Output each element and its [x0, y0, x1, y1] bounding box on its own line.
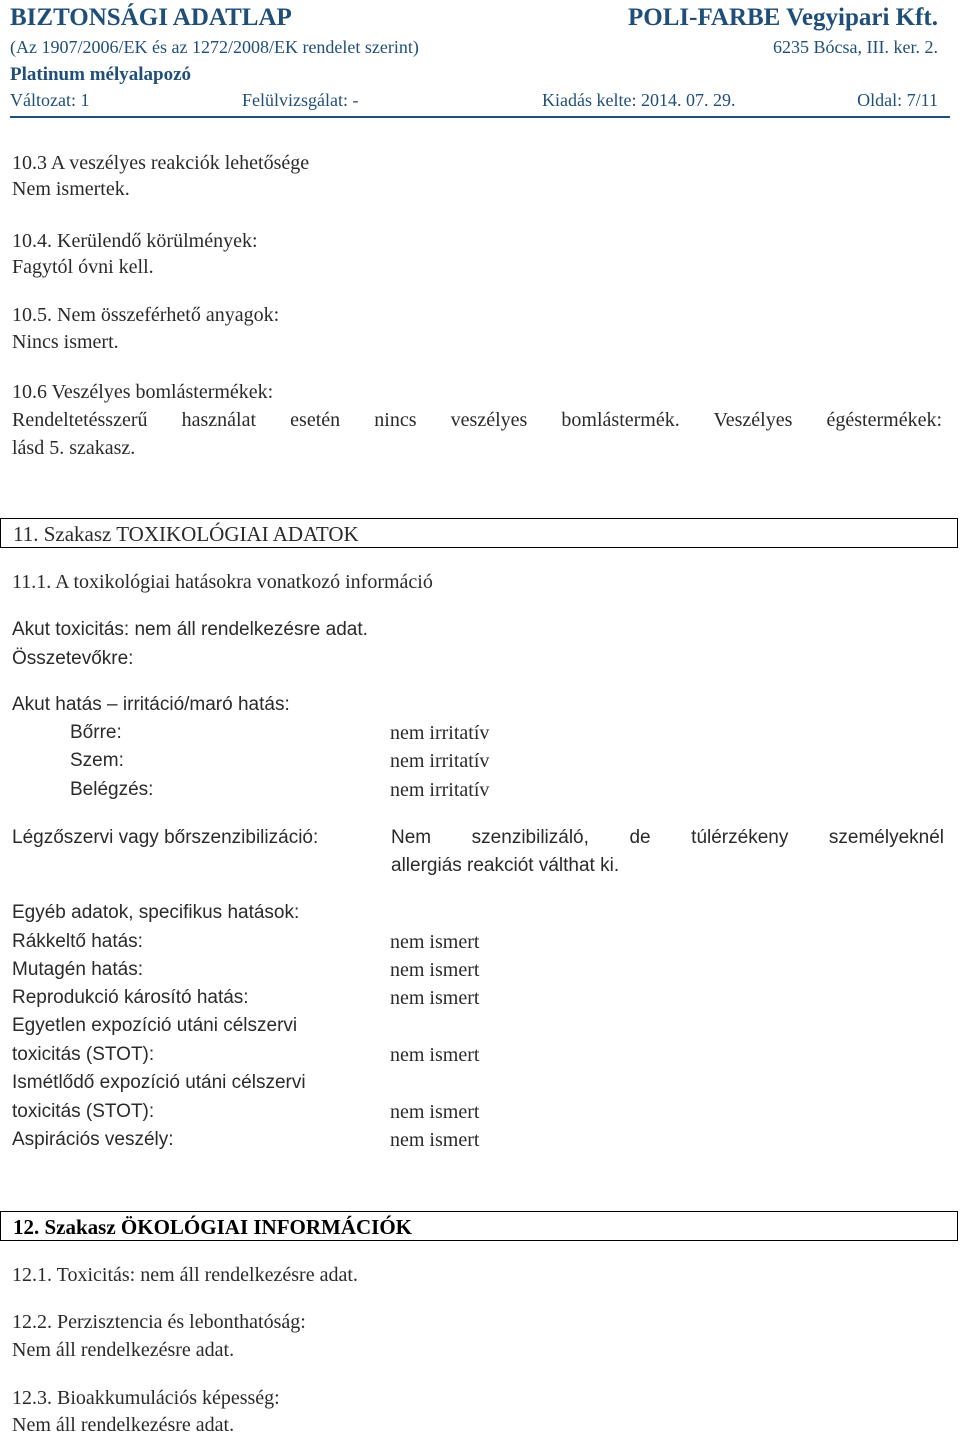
- effect-label: toxicitás (STOT):: [12, 1101, 155, 1122]
- heading-10-5: 10.5. Nem összeférhető anyagok:: [12, 304, 280, 326]
- page-number: Oldal: 7/11: [857, 90, 938, 110]
- effect-label: Mutagén hatás:: [12, 959, 143, 980]
- heading-10-3: 10.3 A veszélyes reakciók lehetősége: [12, 152, 310, 174]
- effect-value: nem ismert: [390, 959, 480, 981]
- heading-12-1: 12.1. Toxicitás: nem áll rendelkezésre adat.: [12, 1264, 358, 1286]
- version-text: Változat: 1: [10, 90, 90, 110]
- effect-label: Reprodukció károsító hatás:: [12, 987, 249, 1008]
- value-12-2: Nem áll rendelkezésre adat.: [12, 1339, 235, 1361]
- company-name: POLI-FARBE Vegyipari Kft.: [628, 4, 938, 31]
- effect-label: Rákkeltő hatás:: [12, 931, 143, 952]
- sensitization-value-line2: allergiás reakciót válthat ki.: [391, 855, 620, 876]
- other-effects-heading: Egyéb adatok, specifikus hatások:: [12, 902, 300, 923]
- irritation-value: nem irritatív: [390, 722, 490, 744]
- irritation-label: Szem:: [70, 750, 124, 771]
- effect-label: toxicitás (STOT):: [12, 1044, 155, 1065]
- value-10-6-line1: Rendeltetésszerű használat esetén nincs veszélyes bomlástermék. Veszélyes égéstermékek:: [12, 409, 942, 431]
- effect-value: nem ismert: [390, 1129, 480, 1151]
- section-11-header: [0, 518, 958, 548]
- value-12-3: Nem áll rendelkezésre adat.: [12, 1414, 235, 1436]
- value-10-5: Nincs ismert.: [12, 331, 119, 353]
- value-10-6-line2: lásd 5. szakasz.: [12, 437, 136, 459]
- effect-value: nem ismert: [390, 987, 480, 1009]
- company-address: 6235 Bócsa, III. ker. 2.: [773, 37, 938, 57]
- review-text: Felülvizsgálat: -: [242, 90, 359, 110]
- irritation-label: Belégzés:: [70, 779, 154, 800]
- document-title: BIZTONSÁGI ADATLAP: [10, 4, 292, 31]
- irritation-value: nem irritatív: [390, 750, 490, 772]
- section-11-title: 11. Szakasz TOXIKOLÓGIAI ADATOK: [13, 522, 359, 546]
- irritation-value: nem irritatív: [390, 779, 490, 801]
- acute-toxicity: Akut toxicitás: nem áll rendelkezésre adat.: [12, 619, 368, 640]
- heading-12-3: 12.3. Bioakkumulációs képesség:: [12, 1387, 280, 1409]
- product-name: Platinum mélyalapozó: [10, 64, 192, 85]
- effect-value: nem ismert: [390, 1044, 480, 1066]
- effect-value: nem ismert: [390, 931, 480, 953]
- irritation-label: Bőrre:: [70, 722, 122, 743]
- heading-10-4: 10.4. Kerülendő körülmények:: [12, 230, 258, 252]
- value-10-3: Nem ismertek.: [12, 178, 130, 200]
- section-12-title: 12. Szakasz ÖKOLÓGIAI INFORMÁCIÓK: [13, 1215, 413, 1239]
- effect-value: nem ismert: [390, 1101, 480, 1123]
- header-divider: [10, 116, 950, 118]
- sensitization-value-line1: Nem szenzibilizáló, de túlérzékeny személyeknél: [391, 827, 944, 848]
- irritation-heading: Akut hatás – irritáció/maró hatás:: [12, 694, 290, 715]
- heading-12-2: 12.2. Perzisztencia és lebonthatóság:: [12, 1311, 306, 1333]
- value-10-4: Fagytól óvni kell.: [12, 256, 154, 278]
- issue-date: Kiadás kelte: 2014. 07. 29.: [542, 90, 736, 110]
- section-12-header: [0, 1211, 958, 1241]
- effect-label: Egyetlen expozíció utáni célszervi: [12, 1015, 298, 1036]
- heading-10-6: 10.6 Veszélyes bomlástermékek:: [12, 381, 274, 403]
- sensitization-label: Légzőszervi vagy bőrszenzibilizáció:: [12, 827, 319, 848]
- heading-11-1: 11.1. A toxikológiai hatásokra vonatkozó információ: [12, 571, 433, 593]
- effect-label: Aspirációs veszély:: [12, 1129, 174, 1150]
- regulation-text: (Az 1907/2006/EK és az 1272/2008/EK rendelet szerint): [10, 37, 419, 57]
- components-label: Összetevőkre:: [12, 648, 134, 669]
- effect-label: Ismétlődő expozíció utáni célszervi: [12, 1072, 306, 1093]
